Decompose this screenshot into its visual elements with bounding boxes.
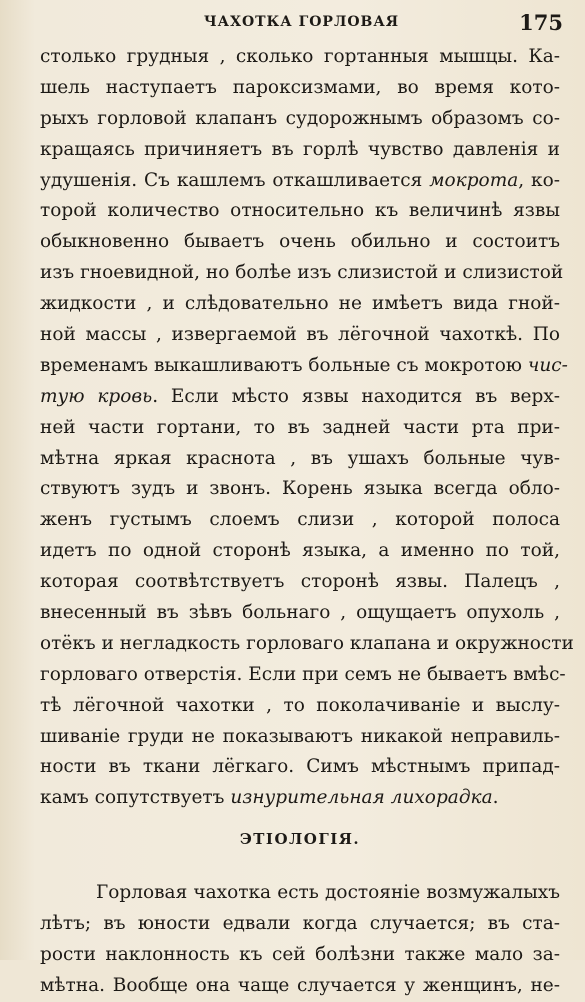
italic-term: тую кровь: [40, 385, 153, 407]
text-line: ной массы , извергаемой въ лёгочной чахоткѣ. По: [40, 324, 560, 346]
text-line: внесенный въ зѣвъ больнаго , ощущаетъ опухоль ,: [40, 602, 560, 624]
text-run: удушенія. Съ кашлемъ откашливается: [40, 169, 430, 191]
text-line: изъ гноевидной, но болѣе изъ слизистой и слизистой: [40, 262, 564, 284]
text-line: ней части гортани, то въ задней части рта при-: [40, 416, 560, 438]
text-line: ствуютъ зудъ и звонъ. Корень языка всегда обло-: [40, 478, 560, 500]
text-line: шиваніе груди не показываютъ никакой неправиль-: [40, 725, 560, 747]
text-run: . Если мѣсто язвы находится въ верх-: [152, 385, 560, 407]
text-line: мѣтна. Вообще она чаще случается у женщинъ, не-: [40, 974, 560, 996]
text-line: отёкъ и негладкость горловаго клапана и окружности: [40, 632, 574, 654]
text-line: мѣтна яркая краснота , въ ушахъ больные чув-: [40, 447, 560, 469]
text-line: торой количество относительно къ величинѣ язвы: [40, 200, 560, 222]
text-line: обыкновенно бываетъ очень обильно и состоитъ: [40, 231, 560, 253]
text-line: кращаясь причиняетъ въ горлѣ чувство давленія и: [40, 138, 560, 160]
running-head: ЧАХОТКА ГОРЛОВАЯ: [203, 14, 400, 30]
text-line: ности въ ткани лёгкаго. Симъ мѣстнымъ припад-: [40, 756, 560, 778]
text-line: [40, 351, 568, 382]
text-line: Горловая чахотка есть достояніе возмужалыхъ: [96, 882, 560, 904]
text-line: рости наклонность къ сей болѣзни также мало за-: [40, 944, 560, 966]
text-line: [40, 783, 560, 814]
text-line: лѣтъ; въ юности едвали когда случается; въ ста-: [40, 913, 560, 935]
text-run: , ко-: [518, 169, 560, 191]
text-run: камъ сопутствуетъ: [40, 787, 231, 809]
body-text: [40, 42, 574, 1002]
page-header: [40, 10, 563, 36]
italic-term: чис-: [527, 354, 568, 376]
text-line: тѣ лёгочной чахотки , то поколачиваніе и выслу-: [40, 694, 560, 716]
text-line: [40, 382, 560, 413]
italic-term: мокрота: [429, 169, 519, 191]
text-line: идетъ по одной сторонѣ языка, а именно по той,: [40, 540, 560, 562]
italic-term: изнурительная лихорадка: [230, 787, 493, 809]
text-line: шель наступаетъ пароксизмами, во время кото-: [40, 76, 560, 98]
text-line: столько грудныя , сколько гортанныя мышцы. Ка-: [40, 46, 560, 67]
text-run: временамъ выкашливаютъ больные съ мокротою: [40, 354, 528, 376]
text-line: жидкости , и слѣдовательно не имѣетъ вида гной-: [40, 293, 560, 315]
text-run: .: [492, 787, 499, 809]
page-number: 175: [519, 10, 563, 35]
text-line: [40, 166, 560, 197]
text-line: которая соотвѣтствуетъ сторонѣ язвы. Палецъ ,: [40, 571, 560, 593]
text-line: рыхъ горловой клапанъ судорожнымъ образомъ со-: [40, 107, 560, 129]
section-title: ЭТІОЛОГІЯ.: [239, 830, 361, 849]
text-line: горловаго отверстія. Если при семъ не бываетъ вмѣс-: [40, 663, 566, 685]
text-line: женъ густымъ слоемъ слизи , которой полоса: [40, 509, 560, 531]
